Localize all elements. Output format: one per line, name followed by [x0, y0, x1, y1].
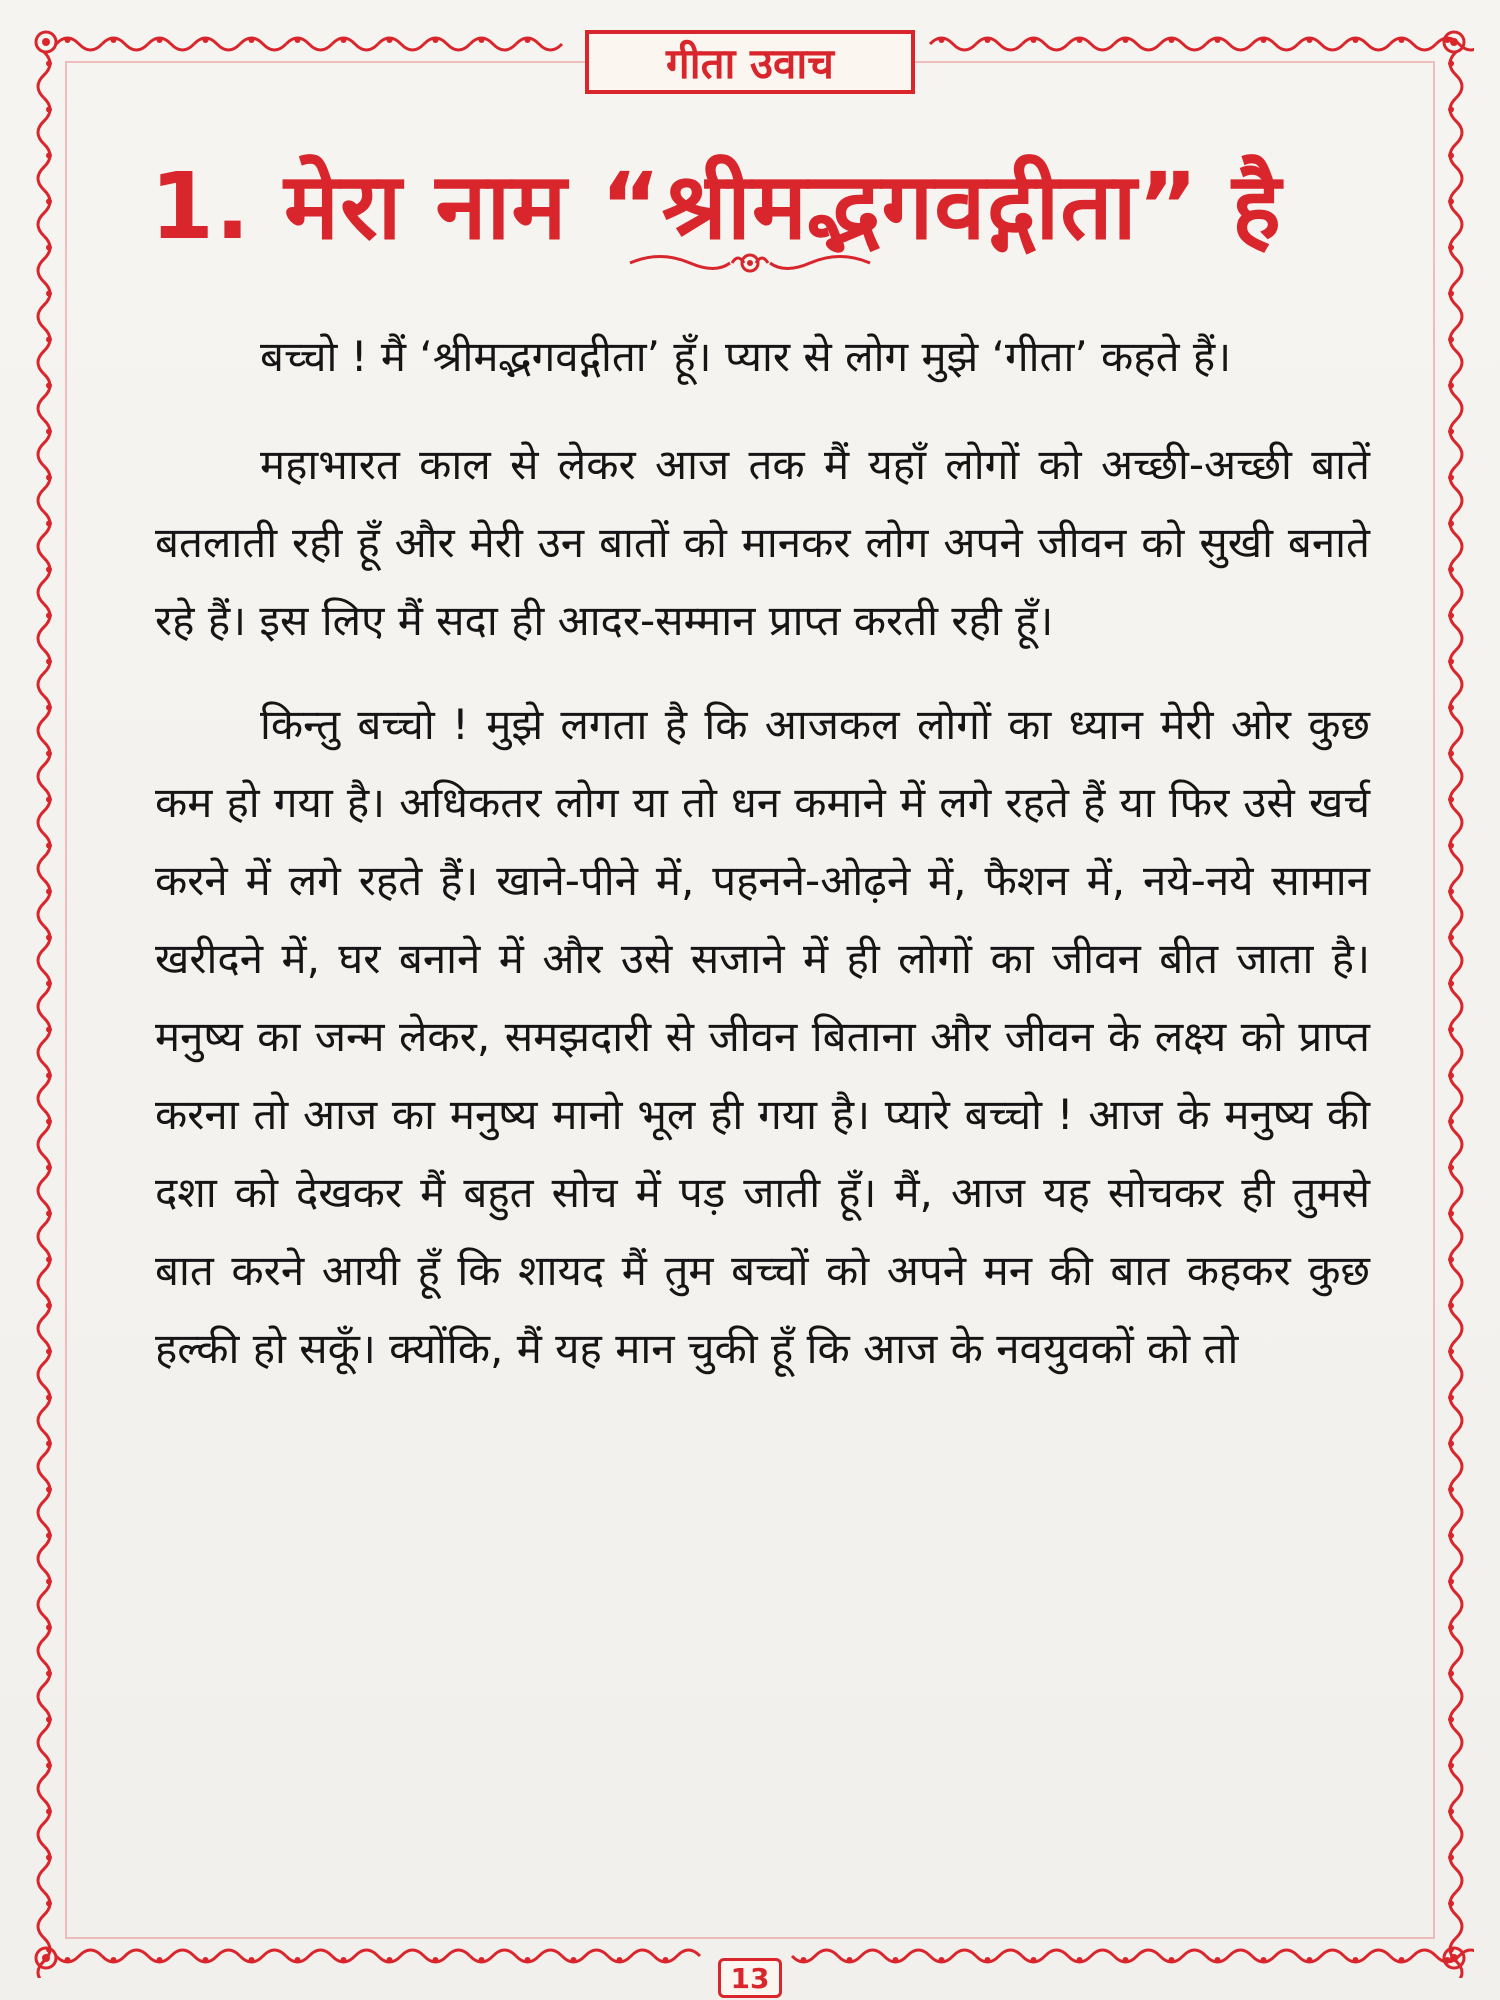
section-header-label: गीता उवाच — [666, 38, 834, 88]
body-text — [155, 318, 1370, 1414]
paragraph-1: बच्चो ! मैं ‘श्रीमद्भगवद्गीता’ हूँ। प्यार से लोग मुझे ‘गीता’ कहते हैं। — [260, 332, 1232, 381]
paragraph-3: किन्तु बच्चो ! मुझे लगता है कि आजकल लोगों का ध्यान मेरी ओर कुछ कम हो गया है। अधिकतर लोग या तो धन कमाने में लगे रहते हैं या फिर उसे खर्च करने में लगे रहते हैं। खाने-पीने में, पहनने-ओढ़ने में, फैशन में, नये-नये सामान खरीदने में, घर बनाने में और उसे सजाने में ही लोगों का जीवन बीत जाता है। मनुष्य का जन्म लेकर, समझदारी से जीवन बिताना और जीवन के लक्ष्य को प्राप्त करना तो आज का मनुष्य मानो भूल ही गया है। प्यारे बच्चो ! आज के मनुष्य की दशा को देखकर मैं बहुत सोच में पड़ जाती हूँ। मैं, आज यह सोचकर ही तुमसे बात करने आयी हूँ कि शायद मैं तुम बच्चों को अपने मन की बात कहकर कुछ हल्की हो सकूँ। क्योंकि, मैं यह मान चुकी हूँ कि आज के नवयुवकों को तो — [155, 700, 1370, 1373]
title-ornament-icon — [620, 246, 880, 280]
page-number: 13 — [730, 1961, 770, 1995]
chapter-title: 1. मेरा नाम “श्रीमद्भगवद्गीता” है — [150, 153, 1282, 260]
section-header-box — [585, 30, 915, 94]
paragraph-2: महाभारत काल से लेकर आज तक मैं यहाँ लोगों को अच्छी-अच्छी बातें बतलाती रही हूँ और मेरी उन बातों को मानकर लोग अपने जीवन को सुखी बनाते रहे हैं। इस लिए मैं सदा ही आदर-सम्मान प्राप्त करती रही हूँ। — [155, 440, 1370, 645]
page-number-box — [718, 1958, 782, 1998]
